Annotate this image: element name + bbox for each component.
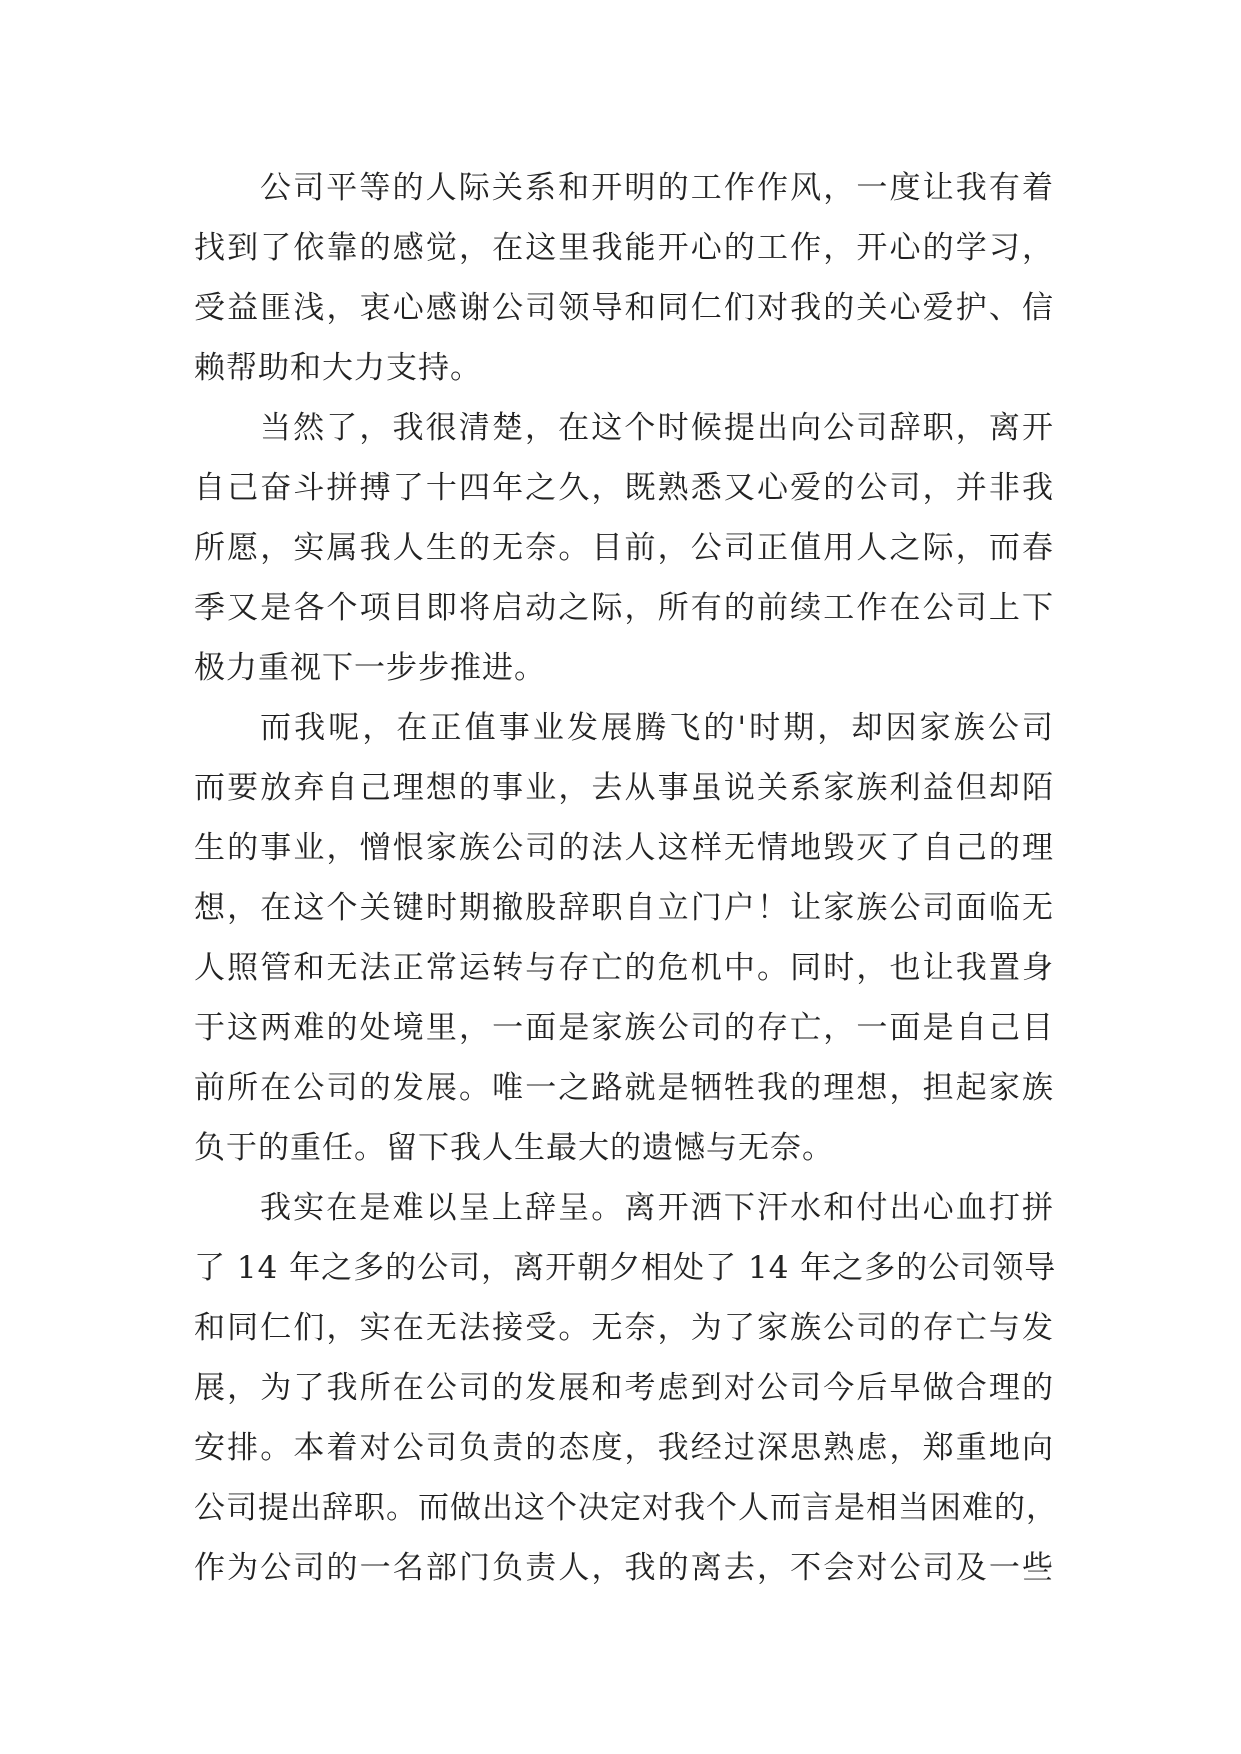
- paragraph-2-line-1: 当然了，我很清楚，在这个时候提出向公司辞职，离开: [260, 410, 1054, 446]
- paragraph-1-line-2: 找到了依靠的感觉，在这里我能开心的工作，开心的学习，: [194, 230, 1054, 266]
- paragraph-3-line-3: 生的事业，憎恨家族公司的法人这样无情地毁灭了自己的理: [194, 830, 1054, 866]
- paragraph-3-line-7: 前所在公司的发展。唯一之路就是牺牲我的理想，担起家族: [194, 1070, 1054, 1106]
- paragraph-3-line-8: 负于的重任。留下我人生最大的遗憾与无奈。: [194, 1130, 834, 1166]
- paragraph-1-line-4: 赖帮助和大力支持。: [194, 350, 482, 386]
- resignation-letter-body: [194, 158, 1058, 1598]
- paragraph-3-line-2: 而要放弃自己理想的事业，去从事虽说关系家族利益但却陌: [194, 770, 1054, 806]
- paragraph-3-line-6: 于这两难的处境里，一面是家族公司的存亡，一面是自己目: [194, 1010, 1054, 1046]
- paragraph-4-line-1: 我实在是难以呈上辞呈。离开洒下汗水和付出心血打拼: [260, 1190, 1054, 1226]
- paragraph-4-line-5: 安排。本着对公司负责的态度，我经过深思熟虑，郑重地向: [194, 1430, 1054, 1466]
- paragraph-4-line-6: 公司提出辞职。而做出这个决定对我个人而言是相当困难的，: [194, 1490, 1058, 1526]
- paragraph-1-line-3: 受益匪浅，衷心感谢公司领导和同仁们对我的关心爱护、信: [194, 290, 1054, 326]
- paragraph-4-line-7: 作为公司的一名部门负责人，我的离去，不会对公司及一些: [194, 1550, 1054, 1586]
- paragraph-2-line-2: 自己奋斗拼搏了十四年之久，既熟悉又心爱的公司，并非我: [194, 470, 1054, 506]
- paragraph-2-line-5: 极力重视下一步步推进。: [194, 650, 546, 686]
- paragraph-2-line-4: 季又是各个项目即将启动之际，所有的前续工作在公司上下: [194, 590, 1054, 626]
- paragraph-1-line-1: 公司平等的人际关系和开明的工作作风，一度让我有着: [260, 170, 1054, 206]
- paragraph-4-line-3: 和同仁们，实在无法接受。无奈，为了家族公司的存亡与发: [194, 1310, 1054, 1346]
- paragraph-3-line-5: 人照管和无法正常运转与存亡的危机中。同时，也让我置身: [194, 950, 1054, 986]
- paragraph-4-line-4: 展，为了我所在公司的发展和考虑到对公司今后早做合理的: [194, 1370, 1054, 1406]
- paragraph-4-line-2: 了 14 年之多的公司，离开朝夕相处了 14 年之多的公司领导: [194, 1250, 1057, 1286]
- paragraph-3-line-1: 而我呢，在正值事业发展腾飞的'时期，却因家族公司: [260, 710, 1054, 746]
- paragraph-3-line-4: 想，在这个关键时期撤股辞职自立门户！让家族公司面临无: [194, 890, 1054, 926]
- paragraph-2-line-3: 所愿，实属我人生的无奈。目前，公司正值用人之际，而春: [194, 530, 1054, 566]
